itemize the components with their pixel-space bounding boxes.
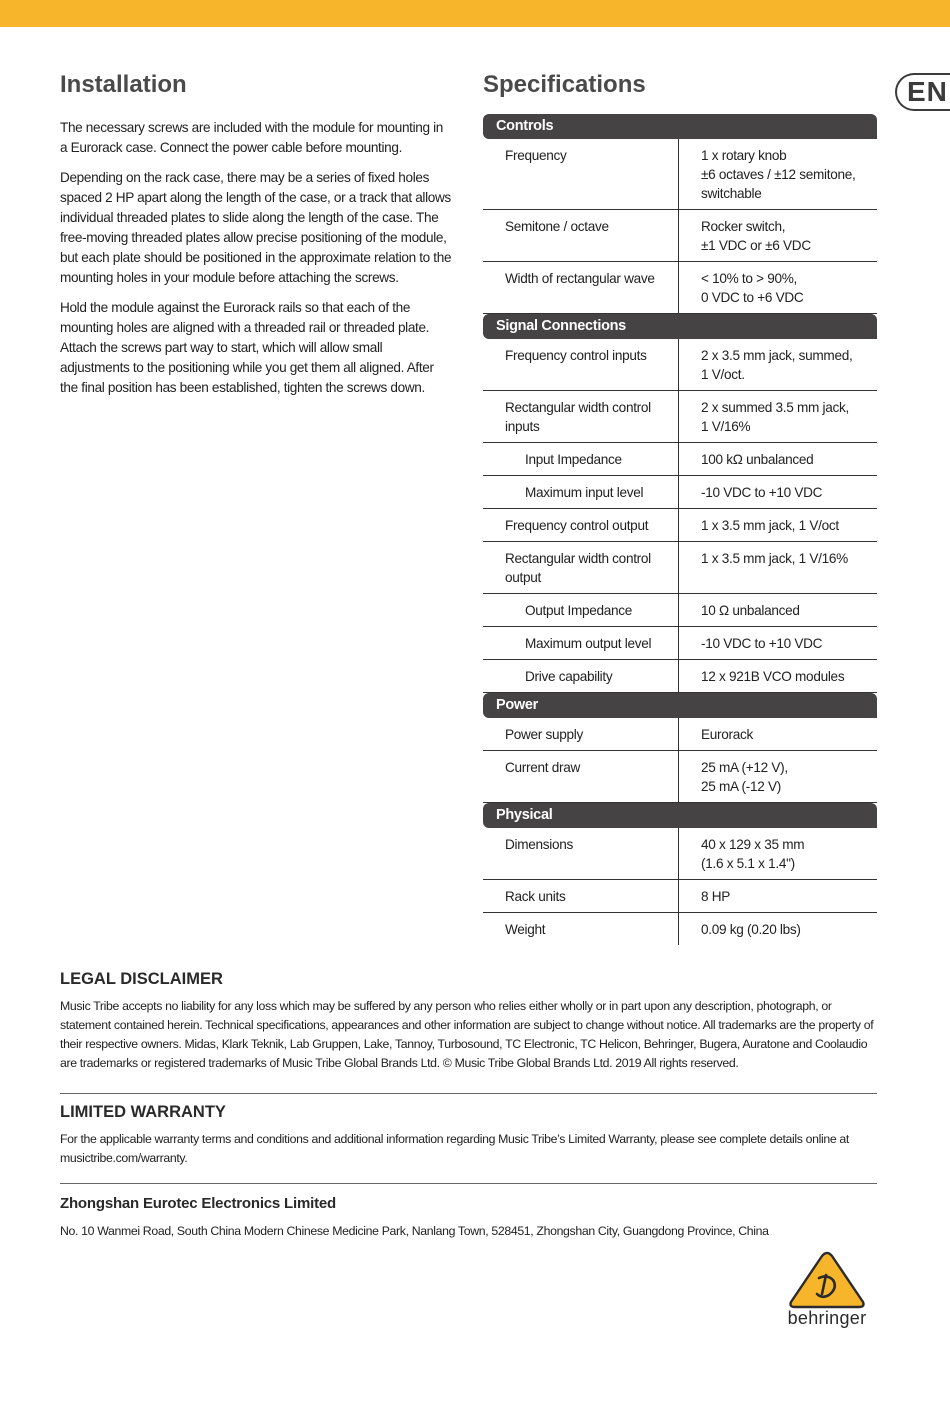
logo-wordmark: behringer xyxy=(787,1308,867,1328)
spec-label: Rack units xyxy=(483,880,679,912)
spec-value: 40 x 129 x 35 mm (1.6 x 5.1 x 1.4") xyxy=(701,837,805,871)
installation-text xyxy=(60,118,452,408)
spec-row xyxy=(483,828,877,880)
spec-value: 0.09 kg (0.20 lbs) xyxy=(701,922,801,937)
legal-disclaimer-title: LEGAL DISCLAIMER xyxy=(60,970,223,988)
spec-label: Frequency xyxy=(483,139,679,209)
logo-triangle-icon xyxy=(775,1250,879,1310)
company-info xyxy=(60,1195,877,1241)
spec-row xyxy=(483,913,877,945)
spec-row xyxy=(483,139,877,210)
spec-label: Output Impedance xyxy=(483,594,679,626)
spec-row xyxy=(483,339,877,391)
spec-value: 10 Ω unbalanced xyxy=(701,603,800,618)
installation-paragraph: Depending on the rack case, there may be a series of fixed holes spaced 2 HP apart along the length of the case, or a track that allows individual threaded plates to slide along the length of the case. The free-moving threaded plates allow precise positioning of the module, but each plate should be positioned in the approximate relation to the mounting holes in your module before attaching the screws. xyxy=(60,170,452,285)
spec-row xyxy=(483,476,877,509)
spec-label: Dimensions xyxy=(483,828,679,879)
spec-row xyxy=(483,660,877,693)
top-accent-bar xyxy=(0,0,950,27)
spec-value: Rocker switch, ±1 VDC or ±6 VDC xyxy=(701,219,811,253)
company-address: No. 10 Wanmei Road, South China Modern Chinese Medicine Park, Nanlang Town, 528451, Zhongshan City, Guangdong Province, China xyxy=(60,1224,769,1238)
spec-section-header: Power xyxy=(483,693,877,718)
spec-value: 1 x rotary knob ±6 octaves / ±12 semitone, switchable xyxy=(701,148,856,201)
divider xyxy=(60,1183,877,1184)
spec-row xyxy=(483,594,877,627)
spec-label: Current draw xyxy=(483,751,679,802)
spec-value: 1 x 3.5 mm jack, 1 V/oct xyxy=(701,518,839,533)
spec-row xyxy=(483,627,877,660)
legal-disclaimer xyxy=(60,970,877,1073)
spec-section-header: Physical xyxy=(483,803,877,828)
spec-row xyxy=(483,509,877,542)
spec-section-header: Signal Connections xyxy=(483,314,877,339)
spec-row xyxy=(483,391,877,443)
limited-warranty-title: LIMITED WARRANTY xyxy=(60,1103,226,1121)
spec-value: 2 x summed 3.5 mm jack, 1 V/16% xyxy=(701,400,849,434)
spec-row xyxy=(483,542,877,594)
spec-label: Frequency control output xyxy=(483,509,679,541)
spec-label: Semitone / octave xyxy=(483,210,679,261)
installation-title: Installation xyxy=(60,71,187,98)
spec-value: 1 x 3.5 mm jack, 1 V/16% xyxy=(701,551,848,566)
spec-label: Drive capability xyxy=(483,660,679,692)
spec-label: Weight xyxy=(483,913,679,945)
spec-label: Width of rectangular wave xyxy=(483,262,679,313)
specifications-title: Specifications xyxy=(483,71,646,98)
spec-row xyxy=(483,751,877,803)
spec-value: 25 mA (+12 V), 25 mA (-12 V) xyxy=(701,760,788,794)
specifications-table xyxy=(483,114,877,945)
installation-paragraph: Hold the module against the Eurorack rails so that each of the mounting holes are aligned with a threaded rail or threaded plate. Attach the screws part way to start, which will allow small adjustments to the positioning while you get them all aligned. After the final position has been established, tighten the screws down. xyxy=(60,300,434,395)
limited-warranty-text: For the applicable warranty terms and conditions and additional information regarding Music Tribe’s Limited Warranty, please see complete details online at musictribe.com/warranty. xyxy=(60,1132,849,1165)
spec-label: Maximum output level xyxy=(483,627,679,659)
spec-value: 100 kΩ unbalanced xyxy=(701,452,814,467)
spec-value: < 10% to > 90%, 0 VDC to +6 VDC xyxy=(701,271,804,305)
language-badge: EN xyxy=(895,73,950,111)
spec-row xyxy=(483,718,877,751)
spec-section-header: Controls xyxy=(483,114,877,139)
spec-row xyxy=(483,262,877,314)
spec-value: 8 HP xyxy=(701,889,731,904)
spec-label: Rectangular width control inputs xyxy=(483,391,679,442)
spec-value: 2 x 3.5 mm jack, summed, 1 V/oct. xyxy=(701,348,853,382)
spec-row xyxy=(483,210,877,262)
spec-row xyxy=(483,443,877,476)
spec-value: -10 VDC to +10 VDC xyxy=(701,636,823,651)
spec-label: Frequency control inputs xyxy=(483,339,679,390)
limited-warranty xyxy=(60,1103,877,1168)
spec-label: Rectangular width control output xyxy=(483,542,679,593)
installation-paragraph: The necessary screws are included with the module for mounting in a Eurorack case. Connect the power cable before mounting. xyxy=(60,120,443,155)
spec-value: Eurorack xyxy=(701,727,753,742)
behringer-logo xyxy=(775,1250,879,1335)
spec-label: Input Impedance xyxy=(483,443,679,475)
legal-disclaimer-text: Music Tribe accepts no liability for any loss which may be suffered by any person who relies either wholly or in part upon any description, photograph, or statement contained herein. Technical specifications, appearances and other information are subject to change without notice. All trademarks are the property of their respective owners. Midas, Klark Teknik, Lab Gruppen, Lake, Tannoy, Turbosound, TC Electronic, TC Helicon, Behringer, Bugera, Auratone and Coolaudio are trademarks or registered trademarks of Music Tribe Global Brands Ltd. © Music Tribe Global Brands Ltd. 2019 All rights reserved. xyxy=(60,999,874,1070)
spec-value: -10 VDC to +10 VDC xyxy=(701,485,823,500)
spec-label: Power supply xyxy=(483,718,679,750)
spec-label: Maximum input level xyxy=(483,476,679,508)
company-name: Zhongshan Eurotec Electronics Limited xyxy=(60,1195,336,1212)
divider xyxy=(60,1093,877,1094)
spec-row xyxy=(483,880,877,913)
spec-value: 12 x 921B VCO modules xyxy=(701,669,845,684)
